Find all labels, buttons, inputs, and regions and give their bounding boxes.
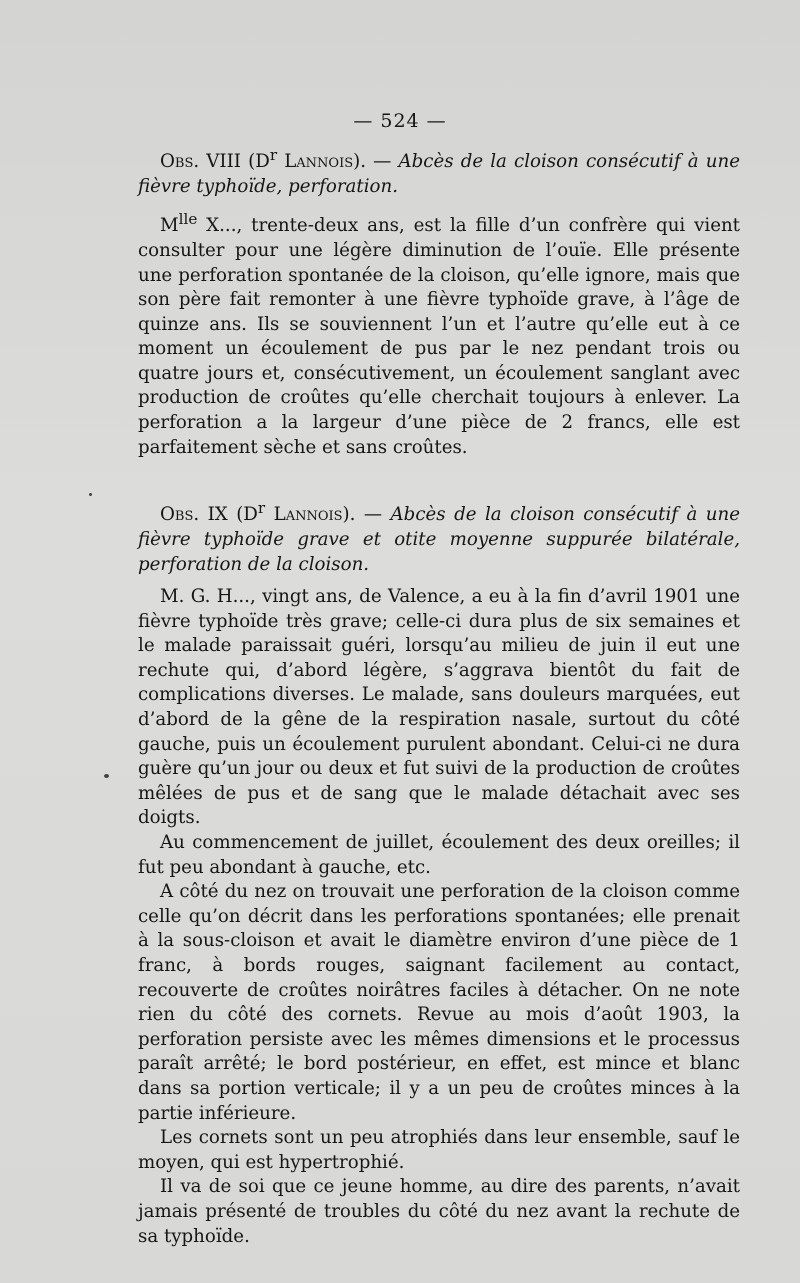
obs-9-dash: —	[355, 504, 391, 526]
obs-8-label: Obs. VIII	[160, 151, 241, 173]
obs-9-paragraph-4: Les cornets sont un peu atrophiés dans leur ensemble, sauf le moyen, qui est hypertrophié.	[138, 1127, 740, 1173]
obs-9-paragraph-5: Il va de soi que ce jeune homme, au dire des parents, n’avait jamais présenté de troubles du côté du nez avant la rechute de sa typhoïde.	[138, 1176, 740, 1247]
obs-9-author-open: (D	[227, 504, 258, 526]
obs-8-lead-sup: lle	[178, 210, 198, 229]
obs-8-title: Abcès de la cloison consécutif à une fièvre typhoïde, perforation.	[138, 151, 740, 197]
page-text	[138, 143, 740, 1249]
obs-9-paragraph-3: A côté du nez on trouvait une perforation de la cloison comme celle qu’on décrit dans les perforations spontanées; elle prenait à la sous-cloison et avait le diamètre environ d’une pièce de 1 franc, à bords rouges, saignant facilement au contact, recouverte de croûtes noirâtres faciles à détacher. On ne note rien du côté des cornets. Revue au mois d’août 1903, la perforation persiste avec les mêmes dimensions et le processus paraît arrêté; le bord postérieur, en effet, est mince et blanc dans sa portion verticale; il y a un peu de croûtes minces à la partie inférieure.	[138, 881, 740, 1124]
page-number: — 524 —	[353, 110, 447, 132]
obs-8-author-open: (D	[240, 151, 270, 173]
obs-8-author-name: Lannois).	[277, 151, 366, 173]
obs-9-paragraph-2: Au commencement de juillet, écoulement des deux oreilles; il fut peu abondant à gauche, etc.	[138, 832, 740, 878]
obs-8-text: X..., trente-deux ans, est la fille d’un confrère qui vient consulter pour une légère diminution de l’ouïe. Elle présente une perforation spontanée de la cloison, qu’elle ignore, mais que son père fait remonter à une fièvre typhoïde grave, à l’âge de quinze ans. Ils se souviennent l’un et l’autre qu’elle eut à ce moment un écoulement de pus par le nez pendant trois ou quatre jours et, consécutivement, un écoulement sanglant avec production de croûtes qu’elle cherchait toujours à enlever. La perforation a la largeur d’une pièce de 2 francs, elle est parfaitement sèche et sans croûtes.	[138, 215, 740, 458]
obs-9-heading	[138, 496, 740, 577]
obs-8-author-sup: r	[269, 146, 278, 164]
obs-9-author-sup: r	[257, 499, 266, 518]
margin-speck	[89, 493, 92, 496]
obs-9-title: Abcès de la cloison consécutif à une fièvre typhoïde grave et otite moyenne suppurée bilatérale, perforation de la cloison.	[138, 504, 740, 575]
margin-speck	[104, 774, 109, 778]
obs-9-label: Obs. IX	[160, 504, 228, 526]
obs-8-dash: —	[366, 151, 399, 173]
obs-9-author-name: Lannois).	[265, 504, 356, 526]
obs-8-paragraph	[138, 207, 740, 460]
obs-8-lead: M	[160, 215, 179, 237]
obs-9-paragraph-1: M. G. H..., vingt ans, de Valence, a eu à la fin d’avril 1901 une fièvre typhoïde très grave; celle-ci dura plus de six semaines et le malade paraissait guéri, lorsqu’au milieu de juin il eut une rechute qui, d’abord légère, s’aggrava bientôt du fait de complications diverses. Le malade, sans douleurs marquées, eut d’abord de la gêne de la respiration nasale, surtout du côté gauche, puis un écoulement purulent abondant. Celui-ci ne dura guère qu’un jour ou deux et fut suivi de la production de croûtes mêlées de pus et de sang que le malade détachait avec ses doigts.	[138, 586, 740, 829]
obs-8-heading	[138, 143, 740, 199]
